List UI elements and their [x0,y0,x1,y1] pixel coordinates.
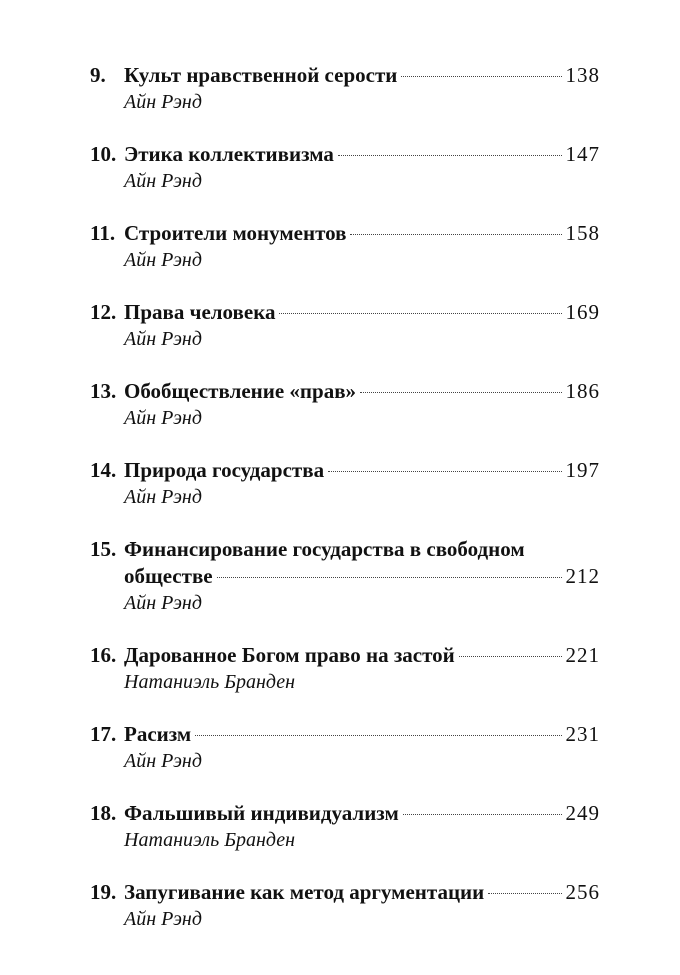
chapter-title: Этика коллективизма [124,142,334,166]
page-number: 231 [565,722,600,746]
chapter-title: Строители монументов [124,221,347,245]
chapter-title: Обобществление «прав» [124,379,357,403]
toc-entry-19 [90,879,600,932]
dot-leader [459,656,562,657]
toc-entry-15 [90,536,600,616]
chapter-author: Айн Рэнд [124,407,202,429]
toc-entry-16 [90,642,600,695]
dot-leader [328,471,561,472]
chapter-number: 17. [90,722,117,746]
dot-leader [217,577,562,578]
chapter-author: Айн Рэнд [124,486,202,508]
chapter-title-line1: Финансирование государства в свободном [124,537,525,561]
chapter-author: Айн Рэнд [124,750,202,772]
page-number: 169 [565,300,600,324]
dot-leader [279,313,561,314]
toc-entry-10 [90,141,600,194]
chapter-title-line2: обществе [124,564,213,588]
chapter-number: 12. [90,300,117,324]
toc-entry-17 [90,721,600,774]
chapter-title: Фальшивый индивидуализм [124,801,399,825]
chapter-title: Запугивание как метод аргументации [124,880,485,904]
dot-leader [401,76,561,77]
chapter-number: 14. [90,458,117,482]
chapter-title: Расизм [124,722,192,746]
chapter-title: Природа государства [124,458,325,482]
page-number: 249 [565,801,600,825]
chapter-number: 9. [90,63,106,87]
chapter-author: Айн Рэнд [124,328,202,350]
chapter-author: Натаниэль Бранден [124,671,296,693]
toc-entry-9 [90,62,600,115]
chapter-title: Культ нравственной серости [124,63,398,87]
dot-leader [403,814,562,815]
dot-leader [360,392,561,393]
chapter-title: Дарованное Богом право на застой [124,643,455,667]
toc-entry-12 [90,299,600,352]
page-number: 256 [565,880,600,904]
page-number: 197 [565,458,600,482]
chapter-author: Натаниэль Бранден [124,829,296,851]
chapter-title: Права человека [124,300,276,324]
page-number: 158 [565,221,600,245]
chapter-author: Айн Рэнд [124,592,202,614]
toc-entry-14 [90,457,600,510]
page-number: 186 [565,379,600,403]
chapter-number: 11. [90,221,116,245]
chapter-number: 13. [90,379,117,403]
chapter-number: 19. [90,880,117,904]
toc-entry-11 [90,220,600,273]
chapter-author: Айн Рэнд [124,249,202,271]
page-number: 138 [565,63,600,87]
chapter-number: 10. [90,142,117,166]
chapter-number: 18. [90,801,117,825]
toc-entry-13 [90,378,600,431]
page-number: 212 [565,564,600,588]
dot-leader [195,735,561,736]
dot-leader [338,155,562,156]
chapter-author: Айн Рэнд [124,908,202,930]
page-number: 221 [565,643,600,667]
chapter-number: 16. [90,643,117,667]
chapter-number: 15. [90,537,117,561]
page-number: 147 [565,142,600,166]
dot-leader [488,893,561,894]
dot-leader [350,234,561,235]
toc-entry-18 [90,800,600,853]
table-of-contents [90,62,600,958]
chapter-author: Айн Рэнд [124,91,202,113]
chapter-author: Айн Рэнд [124,170,202,192]
